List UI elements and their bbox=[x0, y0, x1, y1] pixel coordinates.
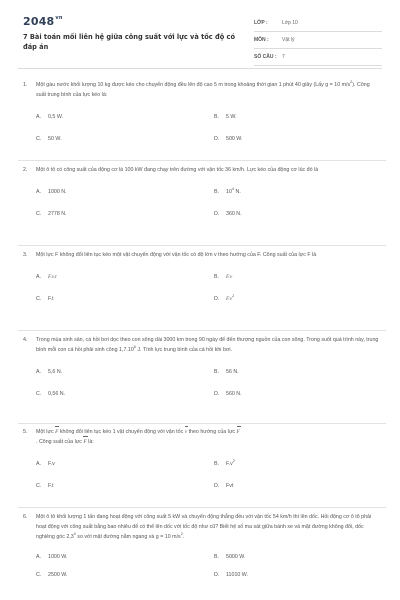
question-text-part: . Công suất của lực bbox=[36, 439, 82, 445]
question-divider bbox=[18, 423, 386, 424]
question-number: 6. bbox=[23, 514, 28, 520]
meta-value: Vật lý bbox=[282, 37, 295, 43]
site-logo[interactable] bbox=[23, 15, 63, 28]
option-letter: C. bbox=[36, 211, 42, 217]
option-text: N. bbox=[234, 189, 241, 195]
option-letter: B. bbox=[214, 189, 220, 195]
option-c[interactable] bbox=[36, 134, 62, 144]
option-d[interactable] bbox=[214, 294, 234, 304]
option-text: 11010 W. bbox=[226, 572, 248, 578]
option-letter: B. bbox=[214, 114, 220, 120]
option-text: 5,6 N. bbox=[48, 369, 63, 375]
option-c[interactable] bbox=[36, 209, 67, 219]
meta-label: MÔN : bbox=[254, 37, 269, 43]
option-a[interactable] bbox=[36, 187, 67, 197]
question-text-part: J. Tính lực trung bình của cá hồi khi bơi. bbox=[135, 347, 233, 353]
options bbox=[36, 266, 381, 310]
option-letter: A. bbox=[36, 114, 42, 120]
option-letter: A. bbox=[36, 461, 42, 467]
question-text: Một lực F không đổi liên tục kéo một vật chuyển động với vận tốc có độ lớn v theo hướng của F. Công suất của lực F là bbox=[36, 252, 317, 258]
option-letter: D. bbox=[214, 391, 220, 397]
force-vector: F bbox=[83, 439, 87, 445]
option-d[interactable] bbox=[214, 570, 248, 580]
question-1 bbox=[23, 80, 381, 150]
option-d[interactable] bbox=[214, 134, 243, 144]
question-4 bbox=[23, 335, 381, 405]
logo-text: 2048 bbox=[23, 15, 55, 28]
question-text: Một ô tô có công suất của động cơ là 100 kW đang chạy trên đường với vận tốc 36 km/h. Lực kéo của động cơ lúc đó là bbox=[36, 167, 319, 173]
option-text: 1000 W. bbox=[48, 554, 68, 560]
option-b[interactable] bbox=[214, 367, 239, 377]
velocity-vector: v bbox=[184, 429, 188, 435]
question-6 bbox=[23, 512, 381, 582]
options bbox=[36, 361, 381, 405]
option-d[interactable] bbox=[214, 389, 242, 399]
question-text-part: Một ô tô khối lượng 1 tấn đang hoạt động với công suất 5 kW và chuyển động thẳng đều với vận tốc 54 km/h thì lên dốc. Hỏi động cơ ô tô phải hoạt động với công suất bằng bao nhiêu để có thể lên dốc với tốc độ như cũ? Biết hệ số ma sát giữa bánh xe và mặt đường không đổi, dốc nghiêng góc 2,3 bbox=[36, 514, 372, 540]
document-meta bbox=[254, 15, 382, 66]
option-a[interactable] bbox=[36, 272, 57, 282]
option-letter: D. bbox=[214, 136, 220, 142]
question-number: 4. bbox=[23, 337, 28, 343]
option-letter: D. bbox=[214, 483, 220, 489]
option-letter: D. bbox=[214, 211, 220, 217]
option-a[interactable] bbox=[36, 459, 55, 469]
option-letter: C. bbox=[36, 136, 42, 142]
question-5 bbox=[23, 427, 381, 497]
options bbox=[36, 453, 381, 497]
option-text: 50 W. bbox=[48, 136, 62, 142]
option-letter: C. bbox=[36, 572, 42, 578]
option-letter: B. bbox=[214, 554, 220, 560]
superscript: 4 bbox=[231, 187, 235, 192]
options bbox=[36, 548, 381, 582]
option-text: 5 W. bbox=[226, 114, 237, 120]
option-letter: A. bbox=[36, 274, 42, 280]
option-c[interactable] bbox=[36, 294, 54, 304]
option-text: 500 W. bbox=[226, 136, 243, 142]
option-text: F.v.t bbox=[48, 274, 57, 280]
superscript: 2 bbox=[180, 532, 183, 537]
question-text bbox=[36, 335, 381, 355]
question-text-part: so với mặt đường nằm ngang và g = 10 m/s bbox=[75, 534, 181, 540]
question-3 bbox=[23, 250, 381, 310]
option-a[interactable] bbox=[36, 552, 67, 562]
question-text bbox=[36, 80, 381, 100]
option-text: F.t bbox=[48, 483, 54, 489]
option-b[interactable] bbox=[214, 272, 232, 282]
meta-value: Lớp 10 bbox=[282, 20, 298, 26]
question-number: 2. bbox=[23, 167, 28, 173]
question-divider bbox=[18, 245, 386, 246]
superscript: 2 bbox=[350, 80, 353, 85]
options bbox=[36, 106, 381, 150]
option-text: 1000 N. bbox=[48, 189, 67, 195]
option-letter: A. bbox=[36, 369, 42, 375]
option-text: 360 N. bbox=[226, 211, 242, 217]
option-text: 56 N. bbox=[226, 369, 239, 375]
option-text: Fvt bbox=[226, 483, 234, 489]
question-text-part: Trong mùa sinh sản, cá hồi bơi dọc theo con sông dài 3000 km trong 90 ngày để đến thượng nguồn của con sông. Trong suốt quá trình này, trung bình mỗi con cá hồi phải sinh công 1,7.10 bbox=[36, 337, 379, 353]
question-text-part: không đổi liên tục kéo 1 vật chuyển động với vận tốc bbox=[59, 429, 184, 435]
question-text-part: Một lực bbox=[36, 429, 54, 435]
superscript: 2 bbox=[232, 459, 235, 464]
option-letter: C. bbox=[36, 296, 42, 302]
options bbox=[36, 181, 381, 225]
superscript: 0 bbox=[73, 532, 76, 537]
question-2 bbox=[23, 165, 381, 225]
question-divider bbox=[18, 160, 386, 161]
option-letter: A. bbox=[36, 554, 42, 560]
header-divider bbox=[18, 68, 382, 69]
option-text: F.v bbox=[226, 296, 233, 302]
option-c[interactable] bbox=[36, 570, 67, 580]
option-b[interactable] bbox=[214, 552, 245, 562]
force-vector: F bbox=[236, 429, 240, 435]
question-text bbox=[36, 427, 381, 447]
option-letter: B. bbox=[214, 274, 220, 280]
question-text bbox=[36, 512, 381, 542]
option-text: F.v bbox=[226, 461, 233, 467]
superscript: 2 bbox=[232, 294, 235, 299]
option-letter: B. bbox=[214, 461, 220, 467]
superscript: 6 bbox=[133, 345, 136, 350]
option-d[interactable] bbox=[214, 209, 242, 219]
option-letter: B. bbox=[214, 369, 220, 375]
meta-value: 7 bbox=[282, 54, 285, 60]
meta-label: SỐ CÂU : bbox=[254, 54, 277, 60]
option-text: 2778 N. bbox=[48, 211, 67, 217]
option-b[interactable] bbox=[214, 112, 237, 122]
question-number: 1. bbox=[23, 82, 28, 88]
option-text: 0,5 W. bbox=[48, 114, 64, 120]
question-divider bbox=[18, 330, 386, 331]
option-text: 5000 W. bbox=[226, 554, 246, 560]
question-number: 5. bbox=[23, 429, 28, 435]
logo-suffix: vn bbox=[55, 15, 63, 21]
option-letter: D. bbox=[214, 296, 220, 302]
option-letter: A. bbox=[36, 189, 42, 195]
question-text-part: . bbox=[182, 534, 185, 540]
force-vector: F bbox=[55, 429, 59, 435]
option-text: 560 N. bbox=[226, 391, 242, 397]
option-text: 10 bbox=[226, 189, 232, 195]
option-letter: C. bbox=[36, 483, 42, 489]
document-title: 7 Bài toán mối liên hệ giữa công suất với lực và tốc độ có đáp án bbox=[23, 33, 235, 51]
option-b[interactable] bbox=[214, 187, 241, 197]
option-text: F.t bbox=[48, 296, 54, 302]
option-letter: C. bbox=[36, 391, 42, 397]
meta-row-class bbox=[254, 15, 382, 32]
option-b[interactable] bbox=[214, 459, 235, 469]
meta-row-count bbox=[254, 49, 382, 66]
option-c[interactable] bbox=[36, 389, 65, 399]
question-text-part: ). Công suất trung bình của lực kéo là: bbox=[36, 82, 370, 98]
option-text: 2500 W. bbox=[48, 572, 68, 578]
option-a[interactable] bbox=[36, 367, 62, 377]
option-text: F.v bbox=[48, 461, 55, 467]
option-letter: D. bbox=[214, 572, 220, 578]
option-text: F.v bbox=[226, 274, 233, 280]
meta-row-subject bbox=[254, 32, 382, 49]
meta-label: LỚP : bbox=[254, 20, 268, 26]
question-divider bbox=[18, 507, 386, 508]
question-text-part: theo hướng của lực bbox=[188, 429, 236, 435]
option-a[interactable] bbox=[36, 112, 63, 122]
question-text-part: Một gàu nước khối lượng 10 kg được kéo cho chuyển động đều lên độ cao 5 m trong khoảng thời gian 1 phút 40 giây (Lấy g = 10 m/s bbox=[36, 82, 351, 88]
question-text-part: là: bbox=[88, 439, 94, 445]
option-text: 0,56 N. bbox=[48, 391, 66, 397]
option-d[interactable] bbox=[214, 481, 233, 491]
question-number: 3. bbox=[23, 252, 28, 258]
option-c[interactable] bbox=[36, 481, 54, 491]
